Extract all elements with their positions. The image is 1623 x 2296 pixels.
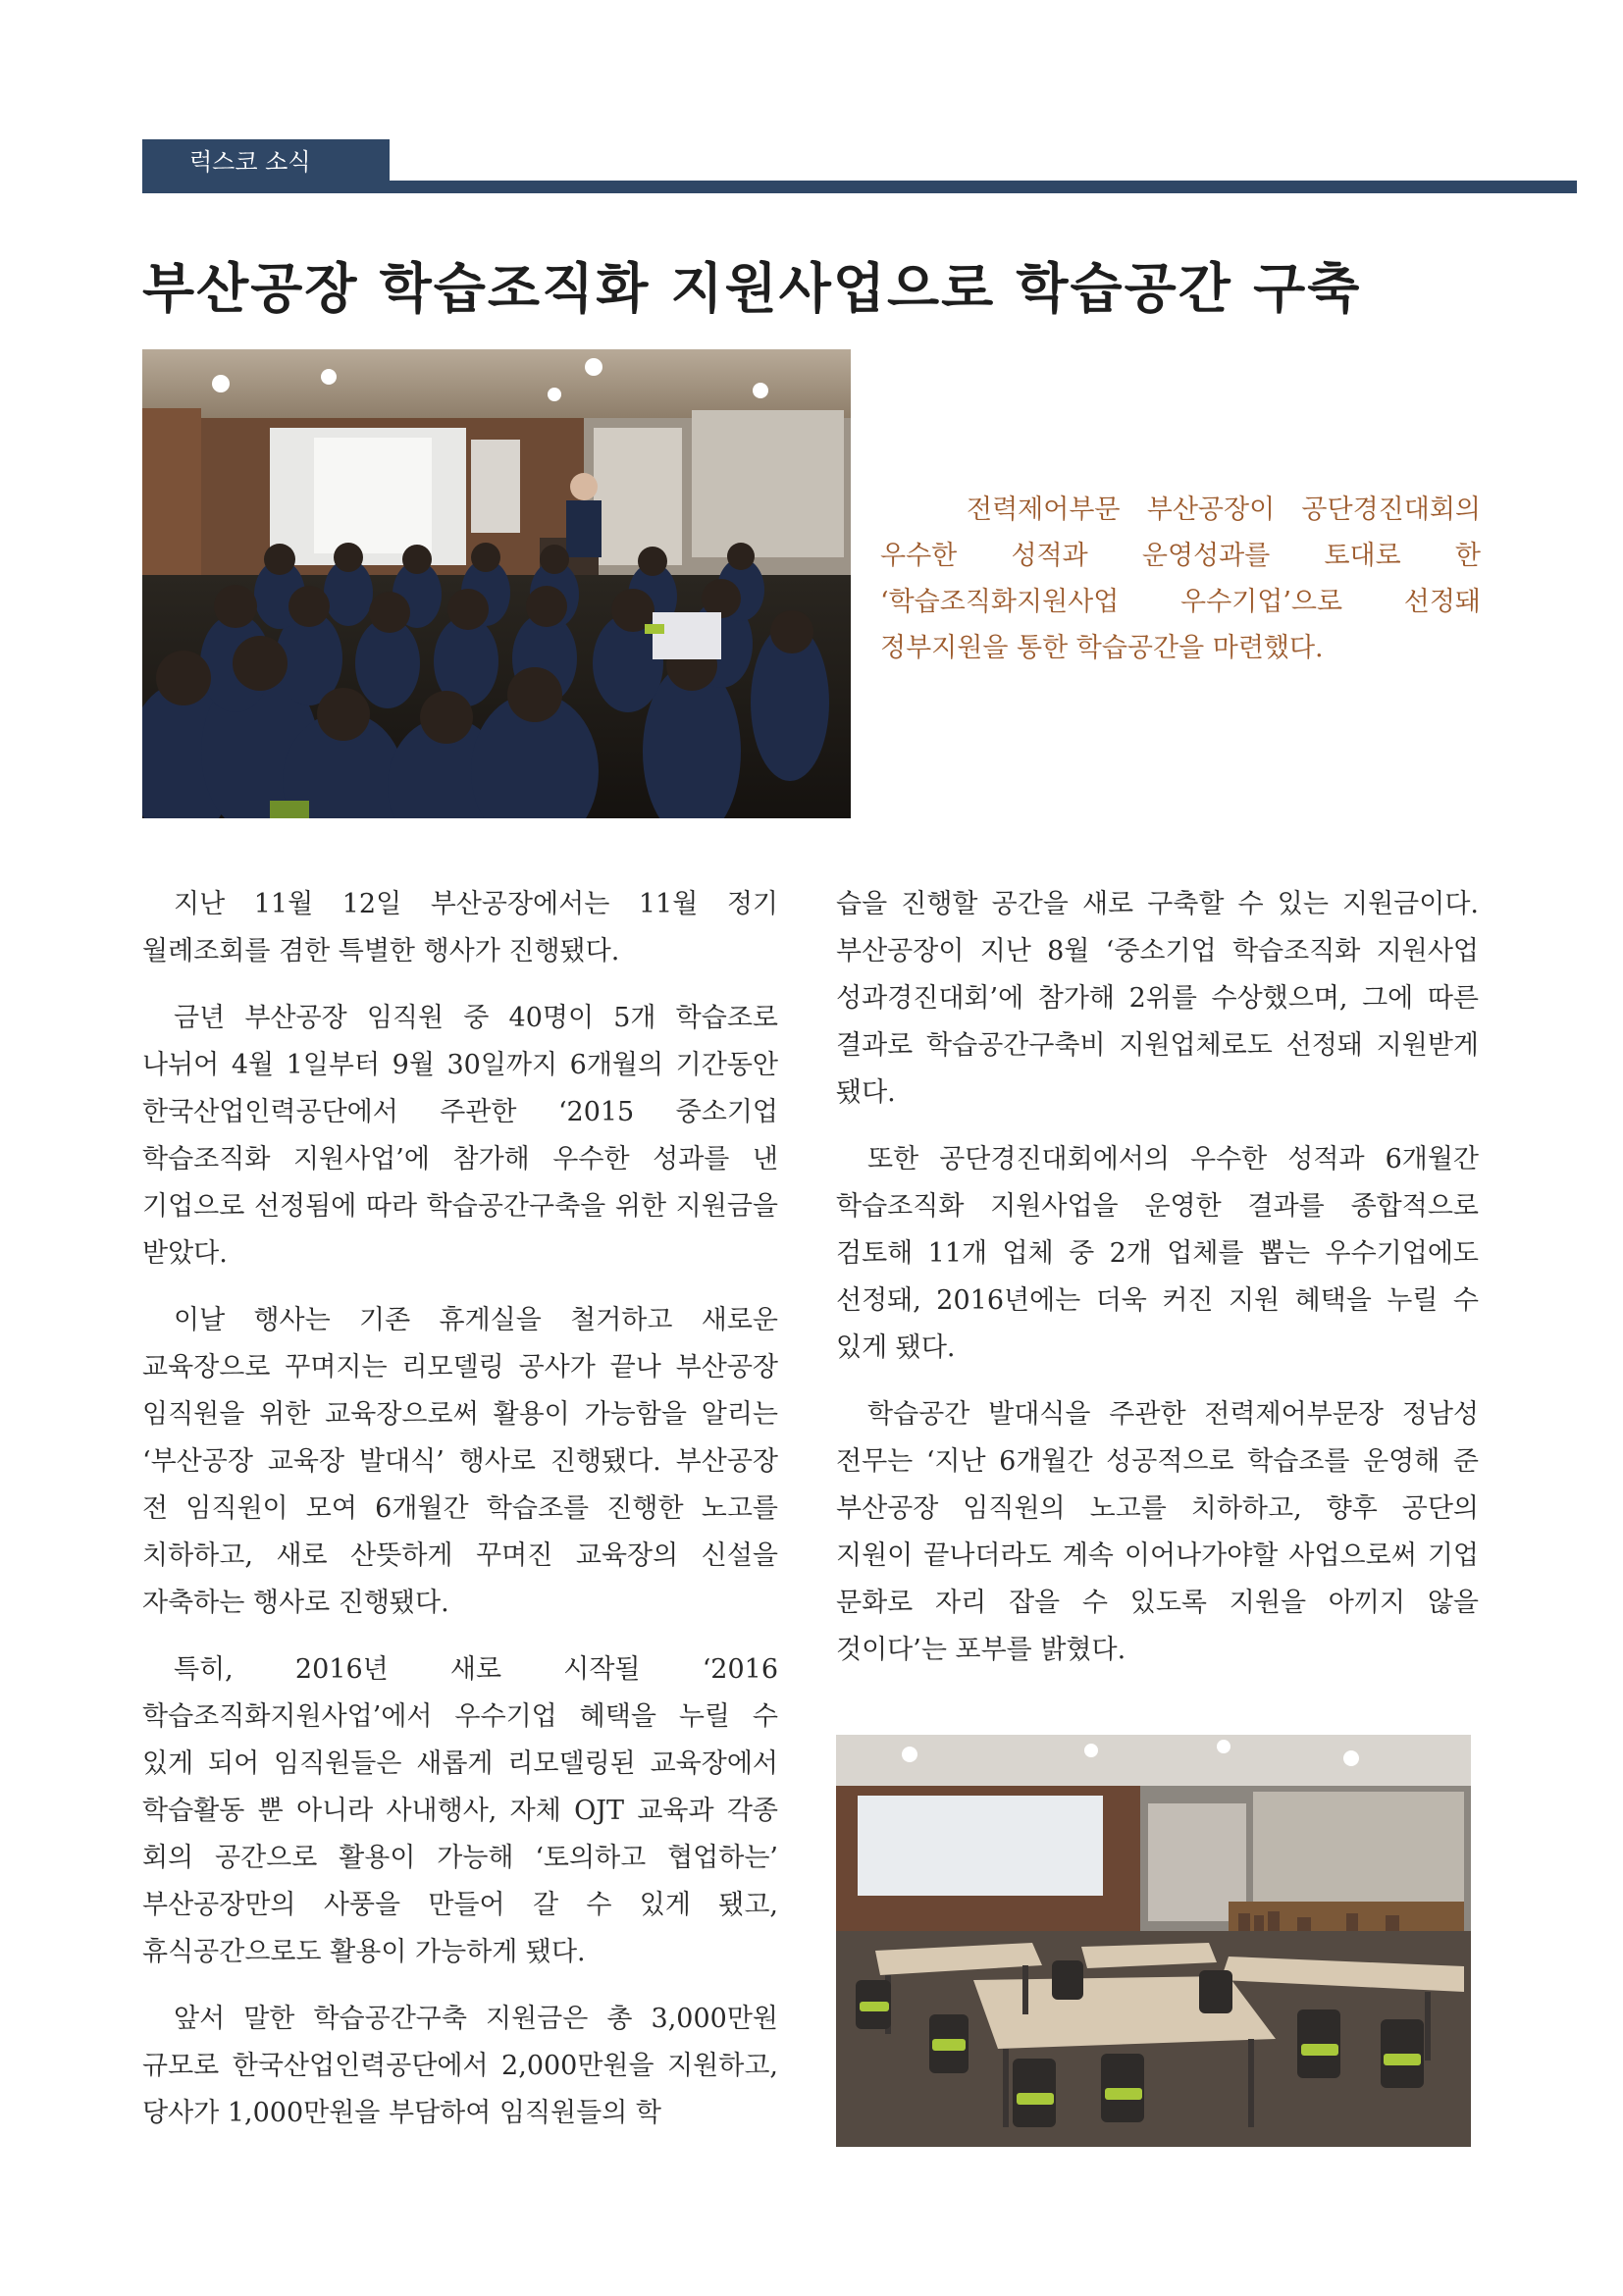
body-paragraph: 지난 11월 12일 부산공장에서는 11월 정기 월례조회를 겸한 특별한 행사가 진행됐다. [142, 889, 778, 966]
section-label: 럭스코 소식 [189, 148, 311, 176]
section-divider [142, 181, 1577, 193]
article-title: 부산공장 학습조직화 지원사업으로 학습공간 구축 [142, 257, 1362, 320]
classroom-photo [836, 1735, 1471, 2147]
section-tab [142, 139, 390, 184]
article-body-left [142, 881, 778, 2157]
seminar-photo [142, 349, 851, 818]
body-paragraph: 학습공간 발대식을 주관한 전력제어부문장 정남성 전무는 ‘지난 6개월간 성공적으로 학습조를 운영해 준 부산공장 임직원의 노고를 치하하고, 향후 공단의 지원이 끝나더라도 계속 이어나가야할 사업으로써 기업 문화로 자리 잡을 수 있도록 지원을 아끼지 않을 것이다’는 포부를 밝혔다. [836, 1399, 1479, 1665]
lead-paragraph: 전력제어부문 부산공장이 공단경진대회의 우수한 성적과 운영성과를 토대로 한 ‘학습조직화지원사업 우수기업’으로 선정돼 정부지원을 통한 학습공간을 마련했다. [880, 495, 1481, 663]
body-paragraph: 금년 부산공장 임직원 중 40명이 5개 학습조로 나뉘어 4월 1일부터 9월 30일까지 6개월의 기간동안 한국산업인력공단에서 주관한 ‘2015 중소기업 학습조직화 지원사업’에 참가해 우수한 성과를 낸 기업으로 선정됨에 따라 학습공간구축을 위한 지원금을 받았다. [142, 1003, 778, 1269]
body-paragraph: 특히, 2016년 새로 시작될 ‘2016 학습조직화지원사업’에서 우수기업 혜택을 누릴 수 있게 되어 임직원들은 새롭게 리모델링된 교육장에서 학습활동 뿐 아니라 사내행사, 자체 OJT 교육과 각종 회의 공간으로 활용이 가능해 ‘토의하고 협업하는’ 부산공장만의 사풍을 만들어 갈 수 있게 됐고, 휴식공간으로도 활용이 가능하게 됐다. [142, 1654, 778, 1967]
body-paragraph: 이날 행사는 기존 휴게실을 철거하고 새로운 교육장으로 꾸며지는 리모델링 공사가 끝나 부산공장 임직원을 위한 교육장으로써 활용이 가능함을 알리는 ‘부산공장 교육장 발대식’ 행사로 진행됐다. 부산공장 전 임직원이 모여 6개월간 학습조를 진행한 노고를 치하하고, 새로 산뜻하게 꾸며진 교육장의 신설을 자축하는 행사로 진행됐다. [142, 1305, 778, 1618]
body-paragraph: 앞서 말한 학습공간구축 지원금은 총 3,000만원 규모로 한국산업인력공단에서 2,000만원을 지원하고, 당사가 1,000만원을 부담하여 임직원들의 학 [142, 2004, 778, 2128]
body-paragraph: 습을 진행할 공간을 새로 구축할 수 있는 지원금이다. 부산공장이 지난 8월 ‘중소기업 학습조직화 지원사업 성과경진대회’에 참가해 2위를 수상했으며, 그에 따른 결과로 학습공간구축비 지원업체로도 선정돼 지원받게 됐다. [836, 889, 1479, 1108]
article-body-right [836, 881, 1479, 1694]
body-paragraph: 또한 공단경진대회에서의 우수한 성적과 6개월간 학습조직화 지원사업을 운영한 결과를 종합적으로 검토해 11개 업체 중 2개 업체를 뽑는 우수기업에도 선정돼, 2016년에는 더욱 커진 지원 혜택을 누릴 수 있게 됐다. [836, 1144, 1479, 1363]
